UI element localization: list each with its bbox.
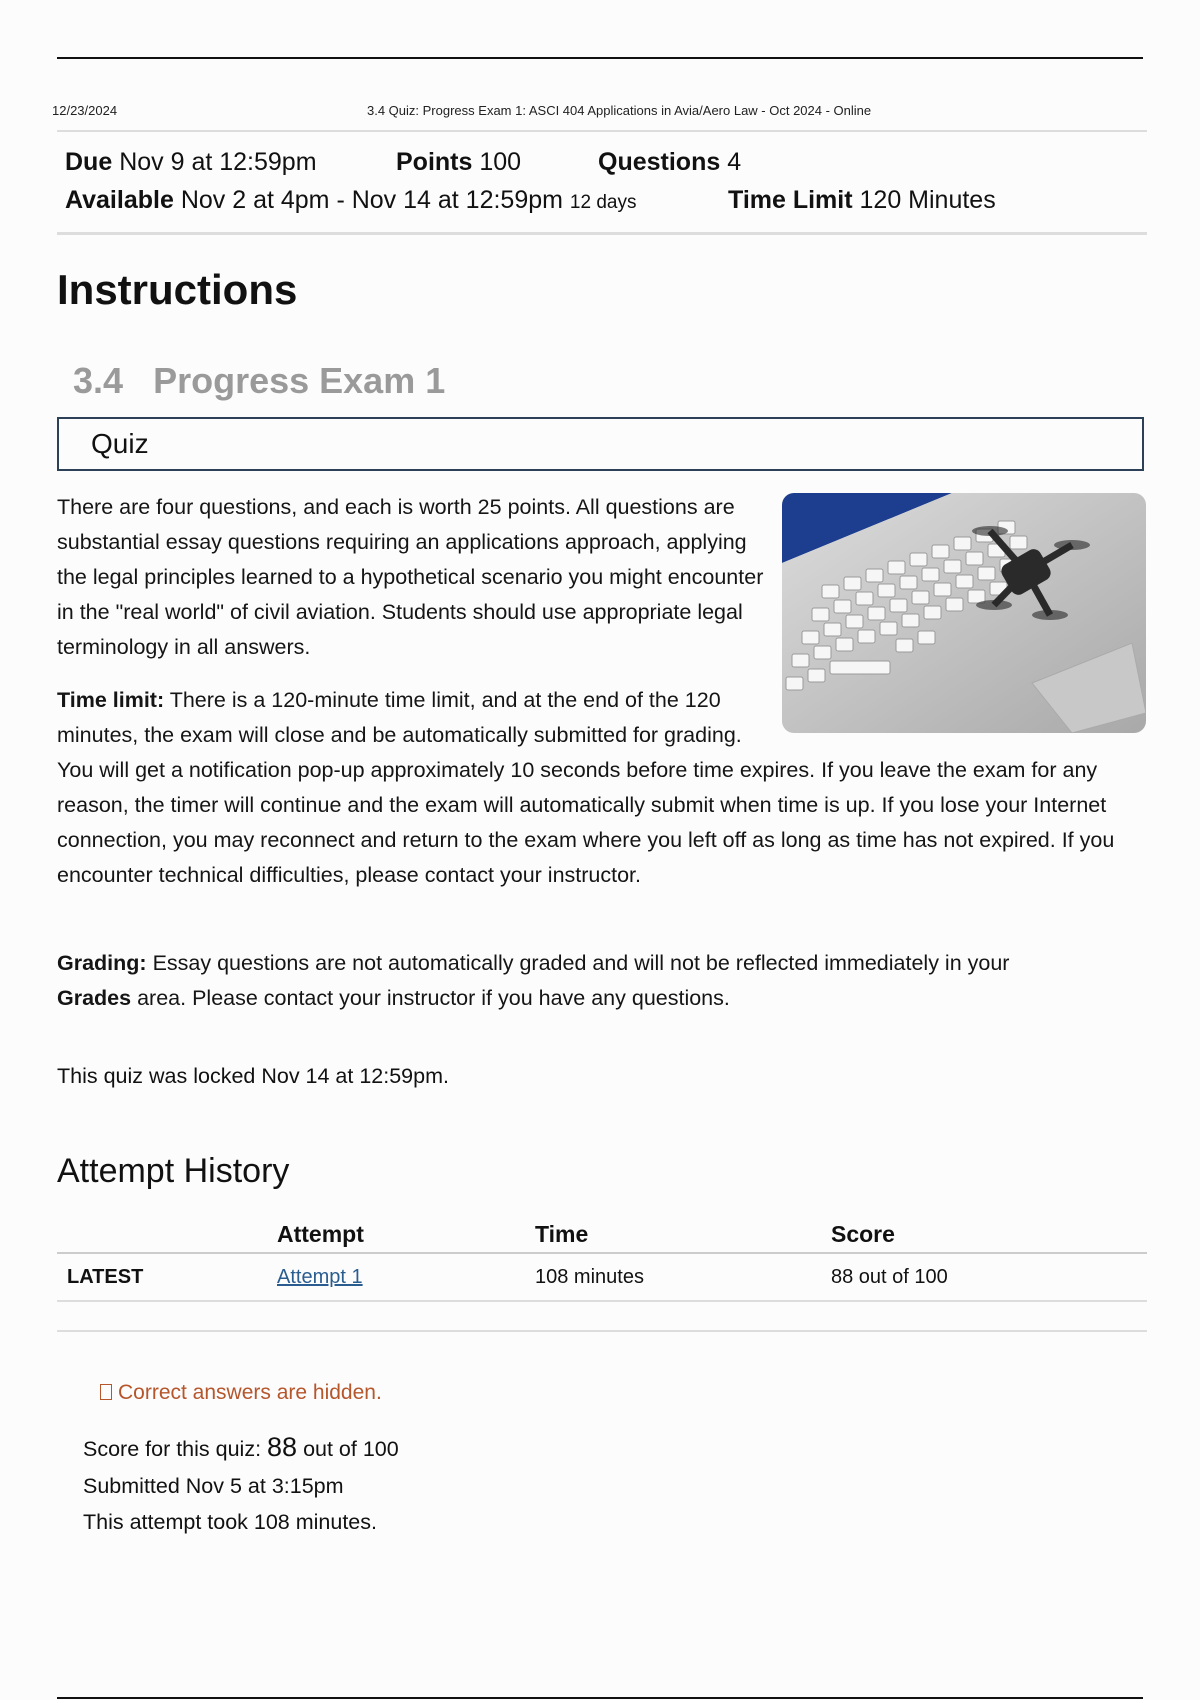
quiz-label-box	[57, 417, 1144, 471]
grading-paragraph	[57, 946, 1057, 1016]
questions-label: Questions	[598, 148, 721, 176]
quiz-label: Quiz	[91, 428, 149, 459]
grades-link-text: Grades	[57, 986, 132, 1010]
score-prefix: Score for this quiz:	[83, 1437, 262, 1461]
points-value: 100	[479, 148, 522, 176]
column-header: Score	[831, 1216, 1147, 1253]
due-value: Nov 9 at 12:59pm	[119, 148, 317, 176]
points-label: Points	[396, 148, 473, 176]
time-limit-value: 120 Minutes	[859, 186, 996, 214]
print-date: 12/23/2024	[52, 103, 118, 118]
score-value: 88	[267, 1432, 298, 1462]
table-header-row	[57, 1216, 1147, 1253]
score-suffix: out of 100	[303, 1437, 399, 1461]
available-label: Available	[65, 186, 174, 214]
exam-name: Progress Exam 1	[153, 360, 446, 401]
available-value: Nov 2 at 4pm - Nov 14 at 12:59pm	[180, 186, 563, 214]
time-limit-heading: Time limit:	[57, 688, 165, 712]
grading-heading: Grading:	[57, 951, 147, 975]
column-header: Attempt	[277, 1216, 535, 1253]
time-limit-field	[728, 186, 996, 215]
instructions-heading: Instructions	[57, 266, 298, 313]
column-header: Time	[535, 1216, 831, 1253]
available-days: 12 days	[569, 192, 637, 213]
grading-text-2: area. Please contact your instructor if you have any questions.	[137, 986, 730, 1010]
questions-field	[598, 148, 741, 177]
grading-text-1: Essay questions are not automatically graded and will not be reflected immediately in your	[152, 951, 1010, 975]
attempt-duration: This attempt took 108 minutes.	[83, 1510, 377, 1534]
top-rule	[57, 57, 1143, 59]
exam-title	[73, 360, 445, 402]
column-header	[57, 1216, 277, 1253]
image-wrap-spacer	[767, 683, 1152, 745]
exam-number: 3.4	[73, 360, 124, 401]
points-field	[396, 148, 521, 177]
divider	[57, 130, 1147, 132]
print-title: 3.4 Quiz: Progress Exam 1: ASCI 404 Applications in Avia/Aero Law - Oct 2024 - Online	[367, 103, 872, 118]
attempt-score: 88 out of 100	[831, 1253, 1147, 1301]
questions-value: 4	[727, 148, 742, 176]
divider	[57, 1330, 1147, 1332]
submitted-date: Submitted Nov 5 at 3:15pm	[83, 1474, 344, 1498]
due-field	[65, 148, 317, 176]
attempt-history-heading: Attempt History	[57, 1152, 290, 1190]
table-row	[57, 1253, 1147, 1301]
time-limit-text: There is a 120-minute time limit, and at the end of the 120 minutes, the exam will close and be automatically submitted for grading. You will get a notification pop-up approximately 10 seconds before time expires. If you leave the exam for any reason, the timer will continue and the exam will automatically submit when time is up. If you lose your Internet connection, you may reconnect and return to the exam where you left off as long as time has not expired. If you encounter technical difficulties, please contact your instructor.	[57, 688, 1115, 887]
divider	[57, 232, 1147, 235]
hidden-answers-text: Correct answers are hidden.	[118, 1381, 382, 1404]
quiz-meta-row-1	[65, 148, 317, 177]
due-label: Due	[65, 148, 113, 176]
quiz-score	[83, 1432, 399, 1463]
intro-paragraph: There are four questions, and each is worth 25 points. All questions are substantial essay questions requiring an applications approach, applying the legal principles learned to a hypothetical scenario you might encounter in the "real world" of civil aviation. Students should use appropriate legal terminology in all answers.	[57, 495, 764, 659]
hidden-answers-note	[100, 1381, 382, 1405]
attempt-time: 108 minutes	[535, 1253, 831, 1301]
time-limit-paragraph	[57, 683, 1152, 893]
time-limit-label: Time Limit	[728, 186, 853, 214]
latest-tag: LATEST	[57, 1253, 277, 1301]
attempt-link[interactable]: Attempt 1	[277, 1265, 363, 1288]
info-icon	[100, 1384, 112, 1400]
attempt-history-table	[57, 1216, 1147, 1302]
print-header	[52, 103, 1145, 123]
locked-notice: This quiz was locked Nov 14 at 12:59pm.	[57, 1064, 449, 1088]
bottom-rule	[57, 1697, 1143, 1699]
available-field	[65, 186, 636, 215]
